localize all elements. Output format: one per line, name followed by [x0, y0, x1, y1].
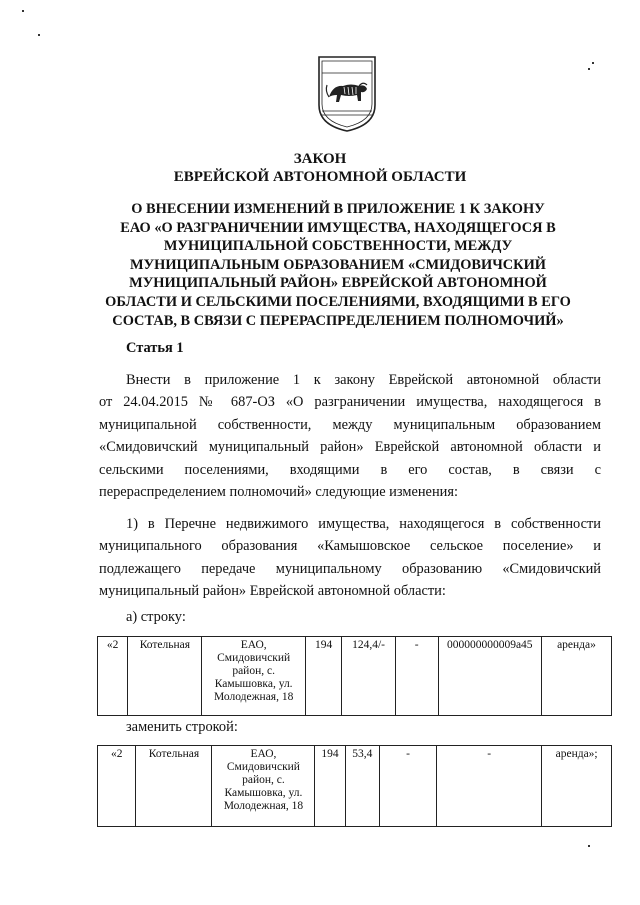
subject-line: О ВНЕСЕНИИ ИЗМЕНЕНИЙ В ПРИЛОЖЕНИЕ 1 К ЗАКОНУ: [131, 201, 545, 217]
new-row-table: [97, 745, 612, 827]
text-line: «Смидовичский муниципальный район» Еврейской автономной области и: [99, 439, 601, 456]
cell-area: 124,4/-: [342, 637, 395, 716]
table-row: [98, 746, 612, 827]
cell-num: «2: [98, 637, 128, 716]
subject-line: МУНИЦИПАЛЬНЫМ ОБРАЗОВАНИЕМ «СМИДОВИЧСКИЙ: [130, 256, 546, 273]
text-line: муниципальный район» Еврейской автономной области:: [99, 583, 446, 600]
cell-dash: -: [379, 746, 436, 827]
cell-area: 53,4: [345, 746, 379, 827]
scan-speck: [588, 68, 590, 70]
old-row-table: [97, 636, 612, 716]
text-line: муниципального образования «Камышовское сельское поселение» и: [99, 538, 601, 555]
subject-line: МУНИЦИПАЛЬНОЙ СОБСТВЕННОСТИ, МЕЖДУ: [163, 238, 513, 255]
text-line: Внести в приложение 1 к закону Еврейской автономной области: [126, 372, 601, 388]
subject-line: МУНИЦИПАЛЬНЫЙ РАЙОН» ЕВРЕЙСКОЙ АВТОНОМНОЙ: [129, 275, 547, 292]
text-line: от 24.04.2015 № 687-ОЗ «О разграничении имущества, находящегося в: [99, 394, 601, 411]
scan-speck: [38, 34, 40, 36]
table-row: [98, 637, 612, 716]
cell-name: Котельная: [128, 637, 202, 716]
text-line: подлежащего передаче муниципальному образованию «Смидовичский: [99, 560, 601, 577]
scan-speck: [22, 10, 24, 12]
cell-code: -: [437, 746, 542, 827]
scan-speck: [592, 62, 594, 64]
article-title: Статья 1: [126, 340, 184, 356]
text-line: муниципальной собственности, между муниципальным образованием: [99, 416, 601, 433]
cell-status: аренда»: [541, 637, 611, 716]
cell-code: 000000000009а45: [438, 637, 541, 716]
cell-address: ЕАО, Смидовичский район, с. Камышовка, ул. Молодежная, 18: [202, 637, 305, 716]
text-line: перераспределением полномочий» следующие изменения:: [99, 484, 458, 501]
cell-year: 194: [315, 746, 345, 827]
subject-line: ОБЛАСТИ И СЕЛЬСКИМИ ПОСЕЛЕНИЯМИ, ВХОДЯЩИМИ В ЕГО: [105, 293, 571, 310]
region-heading: ЕВРЕЙСКОЙ АВТОНОМНОЙ ОБЛАСТИ: [173, 169, 467, 185]
subitem-a-label: а) строку:: [126, 609, 186, 625]
paragraph-item-1: [99, 513, 601, 603]
cell-year: 194: [305, 637, 342, 716]
cell-address: ЕАО, Смидовичский район, с. Камышовка, ул. Молодежная, 18: [212, 746, 315, 827]
cell-num: «2: [98, 746, 136, 827]
cell-name: Котельная: [136, 746, 212, 827]
scan-speck: [588, 845, 590, 847]
text-line: 1) в Перечне недвижимого имущества, находящегося в собственности: [126, 516, 601, 532]
coat-of-arms-emblem: [315, 55, 379, 133]
paragraph-intro: [99, 369, 601, 503]
text-line: сельскими поселениями, входящими в его состав, в связи с: [99, 461, 601, 478]
law-subject-title: [88, 200, 588, 330]
cell-dash: -: [395, 637, 438, 716]
subject-line: ЕАО «О РАЗГРАНИЧЕНИИ ИМУЩЕСТВА, НАХОДЯЩЕГОСЯ В: [120, 219, 556, 236]
law-heading: ЗАКОН: [293, 151, 347, 167]
cell-status: аренда»;: [542, 746, 612, 827]
subject-line: СОСТАВ, В СВЯЗИ С ПЕРЕРАСПРЕДЕЛЕНИЕМ ПОЛНОМОЧИЙ»: [112, 312, 564, 329]
replace-label: заменить строкой:: [126, 719, 238, 735]
